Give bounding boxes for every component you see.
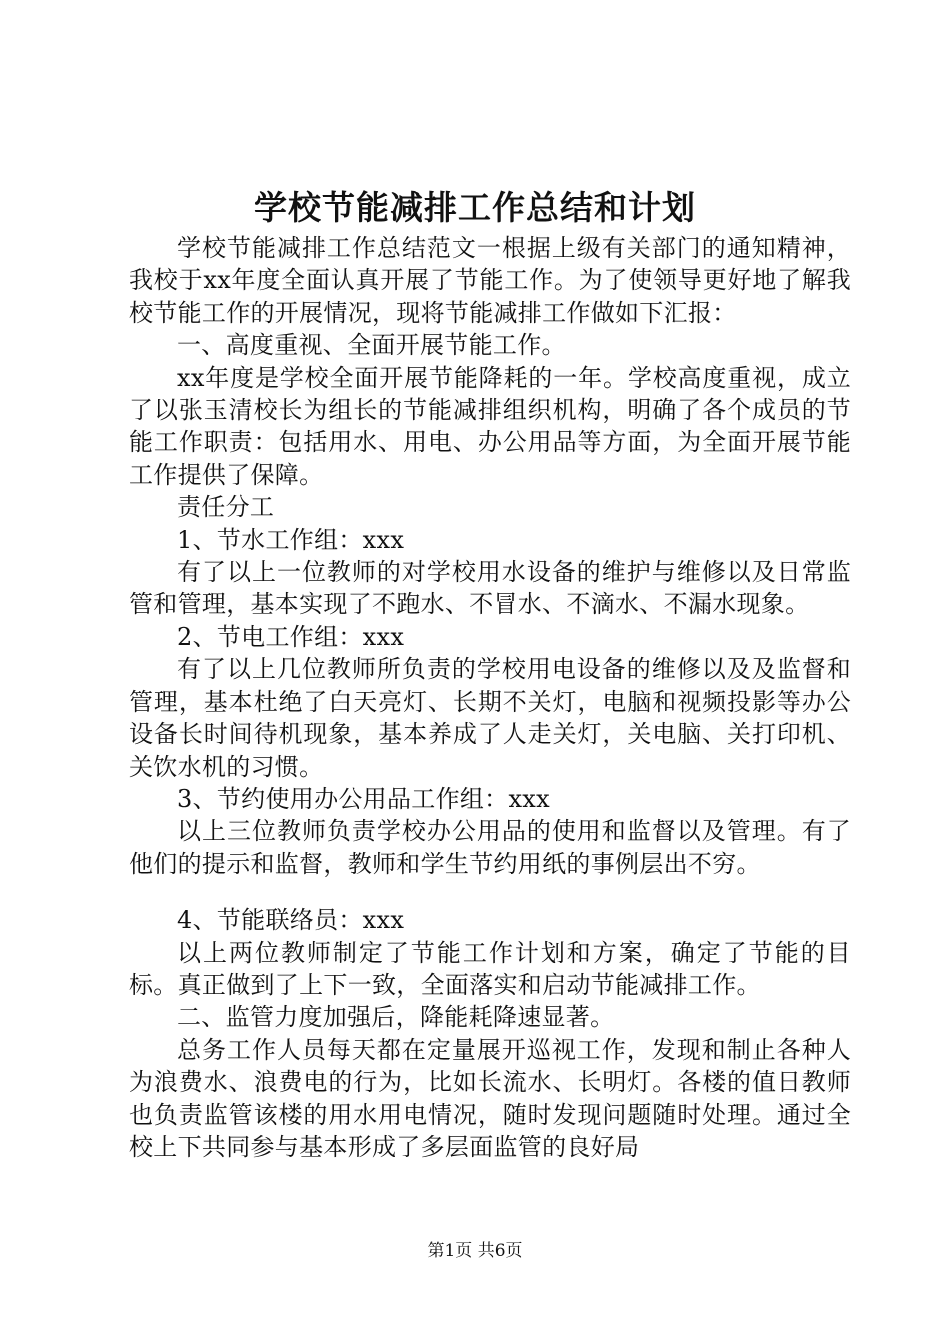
paragraph-power: 有了以上几位教师所负责的学校用电设备的维修以及及监督和管理，基本杜绝了白天亮灯、长期不关灯，电脑和视频投影等办公设备长时间待机现象，基本养成了人走关灯，关电脑、关打印机、关饮水机的习惯。: [129, 655, 851, 781]
list-item-office-group: 3、节约使用办公用品工作组：xxx: [177, 784, 550, 813]
paragraph-liaison: 以上两位教师制定了节能工作计划和方案，确定了节能的目标。真正做到了上下一致，全面落实和启动节能减排工作。: [129, 938, 851, 999]
subheading-responsibility: 责任分工: [177, 493, 275, 522]
page-footer: 第1页 共6页: [427, 1241, 523, 1261]
document-body: [129, 232, 851, 1163]
paragraph-office: 以上三位教师负责学校办公用品的使用和监督以及管理。有了他们的提示和监督，教师和学生节约用纸的事例层出不穷。: [129, 817, 851, 878]
paragraph-water: 有了以上一位教师的对学校用水设备的维护与维修以及日常监管和管理，基本实现了不跑水、不冒水、不滴水、不漏水现象。: [129, 558, 851, 619]
paragraph-intro: 学校节能减排工作总结范文一根据上级有关部门的通知精神，我校于xx年度全面认真开展了节能工作。为了使领导更好地了解我校节能工作的开展情况，现将节能减排工作做如下汇报：: [129, 234, 851, 327]
paragraph-supervision: 总务工作人员每天都在定量展开巡视工作，发现和制止各种人为浪费水、浪费电的行为，比如长流水、长明灯。各楼的值日教师也负责监管该楼的用水用电情况，随时发现问题随时处理。通过全校上下共同参与基本形成了多层面监管的良好局: [129, 1035, 851, 1161]
list-item-water-group: 1、节水工作组：xxx: [177, 525, 405, 554]
list-item-liaison: 4、节能联络员：xxx: [177, 906, 405, 935]
paragraph-overview: xx年度是学校全面开展节能降耗的一年。学校高度重视，成立了以张玉清校长为组长的节能减排组织机构，明确了各个成员的节能工作职责：包括用水、用电、办公用品等方面，为全面开展节能工作提供了保障。: [129, 363, 851, 489]
paragraph-spacer: [129, 880, 851, 904]
document-title: 学校节能减排工作总结和计划: [254, 188, 696, 227]
section-heading-2: 二、监管力度加强后，降能耗降速显著。: [177, 1003, 615, 1032]
section-heading-1: 一、高度重视、全面开展节能工作。: [177, 331, 566, 360]
list-item-power-group: 2、节电工作组：xxx: [177, 622, 405, 651]
